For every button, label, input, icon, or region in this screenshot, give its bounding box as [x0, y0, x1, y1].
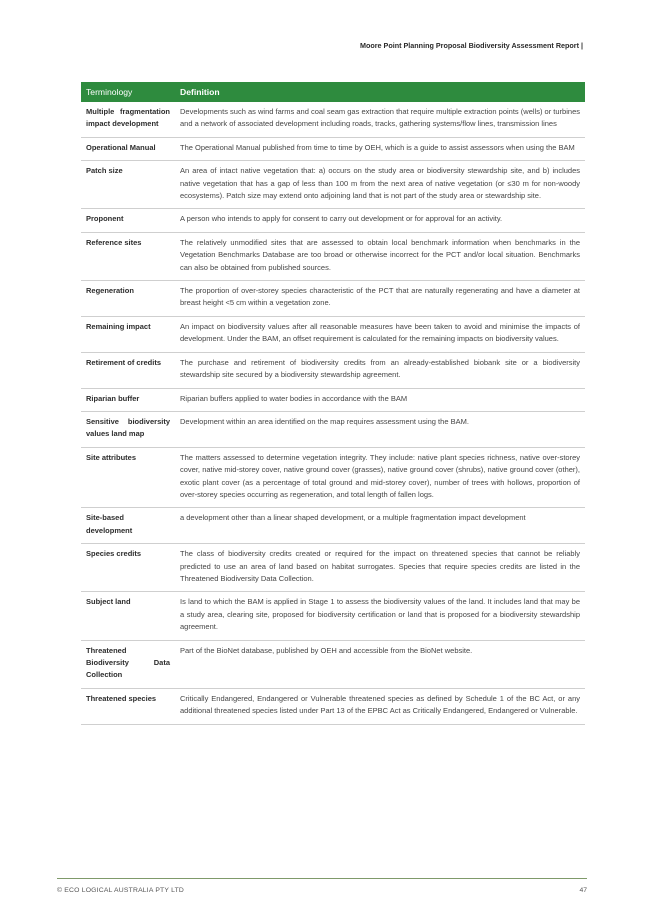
terminology-table — [81, 82, 585, 725]
definition-cell: The purchase and retirement of biodiversity credits from an already-established biobank site or a biodiversity stewardship site secured by a biodiversity stewardship agreement. — [175, 352, 585, 388]
definition-cell: The proportion of over-storey species characteristic of the PCT that are naturally regenerating and have a diameter at breast height <5 cm within a vegetation zone. — [175, 281, 585, 317]
page-number: 47 — [579, 887, 587, 894]
table-row — [81, 388, 585, 411]
term-cell: Multiple fragmentation impact development — [81, 102, 175, 137]
definition-cell: The relatively unmodified sites that are assessed to obtain local benchmark information when benchmarks in the Vegetation Benchmarks Database are too broad or otherwise incorrect for the PCT and/or local situation. Benchmarks can also be obtained from published sources. — [175, 232, 585, 280]
footer-copyright: © ECO LOGICAL AUSTRALIA PTY LTD — [57, 887, 185, 894]
table-row — [81, 281, 585, 317]
term-cell: Operational Manual — [81, 137, 175, 160]
term-cell: Riparian buffer — [81, 388, 175, 411]
term-cell: Subject land — [81, 592, 175, 640]
table-row — [81, 232, 585, 280]
definition-cell: Riparian buffers applied to water bodies in accordance with the BAM — [175, 388, 585, 411]
definition-cell: a development other than a linear shaped development, or a multiple fragmentation impact development — [175, 508, 585, 544]
table-body — [81, 102, 585, 724]
table-header-row — [81, 82, 585, 102]
table-row — [81, 316, 585, 352]
term-cell: Reference sites — [81, 232, 175, 280]
definition-cell: The matters assessed to determine vegetation integrity. They include: native plant species richness, native over-storey cover, native mid-storey cover, native ground cover (grasses), native ground cover (shrubs), native ground cover (other), exotic plant cover (as a percentage of total ground and mid-storey cover), number of trees with hollows, proportion of over-storey species occurring as regeneration, and total length of fallen logs. — [175, 447, 585, 508]
definition-cell: Is land to which the BAM is applied in Stage 1 to assess the biodiversity values of the land. It includes land that may be a study area, clearing site, proposed for biodiversity certification or land that is proposed for a biodiversity stewardship agreement. — [175, 592, 585, 640]
definition-cell: Developments such as wind farms and coal seam gas extraction that require multiple extraction points (wells) or turbines and a network of associated development including roads, tracks, gathering systems/flow lines, transmission lines — [175, 102, 585, 137]
table-row — [81, 544, 585, 592]
term-cell: Patch size — [81, 161, 175, 209]
definition-cell: Critically Endangered, Endangered or Vulnerable threatened species as defined by Schedule 1 of the BC Act, or any additional threatened species listed under Part 13 of the EPBC Act as Critically Endangered, Endangered or Vulnerable. — [175, 688, 585, 724]
table-row — [81, 137, 585, 160]
term-cell: Site attributes — [81, 447, 175, 508]
table-row — [81, 102, 585, 137]
definition-cell: The class of biodiversity credits created or required for the impact on threatened species that cannot be reliably predicted to use an area of land based on habitat surrogates. Species that require species credits are listed in the Threatened Biodiversity Data Collection. — [175, 544, 585, 592]
table-row — [81, 508, 585, 544]
definition-cell: An impact on biodiversity values after all reasonable measures have been taken to avoid and minimise the impacts of development. Under the BAM, an offset requirement is calculated for the remaining impacts on biodiversity values. — [175, 316, 585, 352]
table-row — [81, 447, 585, 508]
table-row — [81, 688, 585, 724]
column-header-definition: Definition — [175, 82, 585, 102]
table-row — [81, 161, 585, 209]
table-row — [81, 411, 585, 447]
definition-cell: Development within an area identified on the map requires assessment using the BAM. — [175, 411, 585, 447]
definition-cell: Part of the BioNet database, published by OEH and accessible from the BioNet website. — [175, 640, 585, 688]
term-cell: Remaining impact — [81, 316, 175, 352]
term-cell: Threatened Biodiversity Data Collection — [81, 640, 175, 688]
footer-divider — [57, 878, 587, 879]
definition-cell: A person who intends to apply for consent to carry out development or for approval for an activity. — [175, 209, 585, 232]
term-cell: Proponent — [81, 209, 175, 232]
table-row — [81, 352, 585, 388]
table-row — [81, 592, 585, 640]
term-cell: Site-based development — [81, 508, 175, 544]
definition-cell: An area of intact native vegetation that: a) occurs on the study area or biodiversity stewardship site, and b) includes native vegetation that has a gap of less than 100 m from the next area of native vegetation (or ≤30 m for non-woody ecosystems). Patch size may extend onto adjoining land that is not part of the study area or stewardship site. — [175, 161, 585, 209]
column-header-terminology: Terminology — [81, 82, 175, 102]
page-header: Moore Point Planning Proposal Biodiversity Assessment Report | — [359, 41, 583, 50]
term-cell: Threatened species — [81, 688, 175, 724]
term-cell: Species credits — [81, 544, 175, 592]
term-cell: Retirement of credits — [81, 352, 175, 388]
term-cell: Regeneration — [81, 281, 175, 317]
table-row — [81, 640, 585, 688]
table-row — [81, 209, 585, 232]
term-cell: Sensitive biodiversity values land map — [81, 411, 175, 447]
definition-cell: The Operational Manual published from time to time by OEH, which is a guide to assist assessors when using the BAM — [175, 137, 585, 160]
